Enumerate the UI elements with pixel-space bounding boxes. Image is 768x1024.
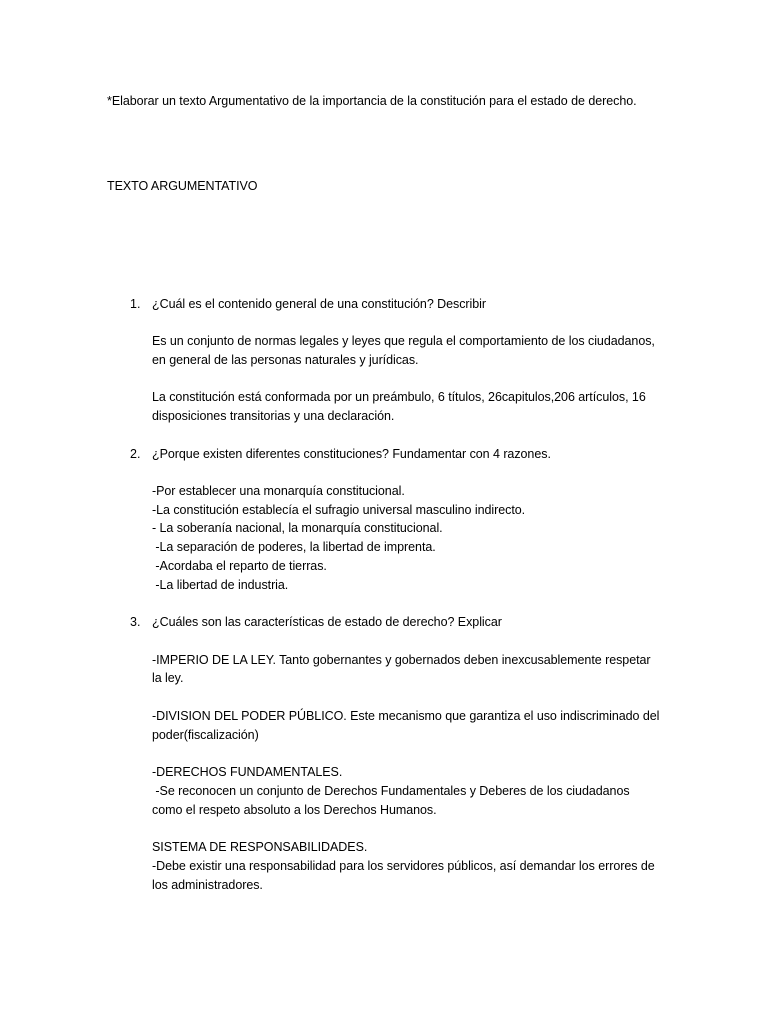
question-text: ¿Cuáles son las características de estado de derecho? Explicar [152,615,502,629]
answer-line: -Se reconocen un conjunto de Derechos Fundamentales y Deberes de los ciudadanos [152,784,630,798]
answer-line: poder(fiscalización) [152,728,259,742]
answer-line: disposiciones transitorias y una declaración. [152,409,395,423]
answer-line: los administradores. [152,878,263,892]
question-number: 1. [130,297,141,311]
answer-line: -IMPERIO DE LA LEY. Tanto gobernantes y gobernados deben inexcusablemente respetar [152,653,651,667]
question-text: ¿Cuál es el contenido general de una constitución? Describir [152,297,487,311]
answer-line: en general de las personas naturales y jurídicas. [152,353,419,367]
answer-line: -La separación de poderes, la libertad de imprenta. [152,540,436,554]
answer-line: Es un conjunto de normas legales y leyes que regula el comportamiento de los ciudadanos, [152,334,655,348]
document-heading: TEXTO ARGUMENTATIVO [107,179,258,193]
question-number: 2. [130,447,141,461]
answer-line: -Acordaba el reparto de tierras. [152,559,327,573]
answer-line: -Debe existir una responsabilidad para los servidores públicos, así demandar los errores de [152,859,655,873]
instruction-text: *Elaborar un texto Argumentativo de la importancia de la constitución para el estado de derecho. [107,94,637,108]
answer-line: -La libertad de industria. [152,578,289,592]
answer-line: como el respeto absoluto a los Derechos Humanos. [152,803,437,817]
answer-line: la ley. [152,671,184,685]
answer-line: -DIVISION DEL PODER PÚBLICO. Este mecanismo que garantiza el uso indiscriminado del [152,709,660,723]
question-text: ¿Porque existen diferentes constituciones? Fundamentar con 4 razones. [152,447,551,461]
answer-line: -Por establecer una monarquía constitucional. [152,484,405,498]
answer-line: SISTEMA DE RESPONSABILIDADES. [152,840,368,854]
answer-line: -DERECHOS FUNDAMENTALES. [152,765,343,779]
question-number: 3. [130,615,141,629]
answer-line: - La soberanía nacional, la monarquía constitucional. [152,521,443,535]
answer-line: La constitución está conformada por un preámbulo, 6 títulos, 26capitulos,206 artículos, 16 [152,390,646,404]
answer-line: -La constitución establecía el sufragio universal masculino indirecto. [152,503,526,517]
